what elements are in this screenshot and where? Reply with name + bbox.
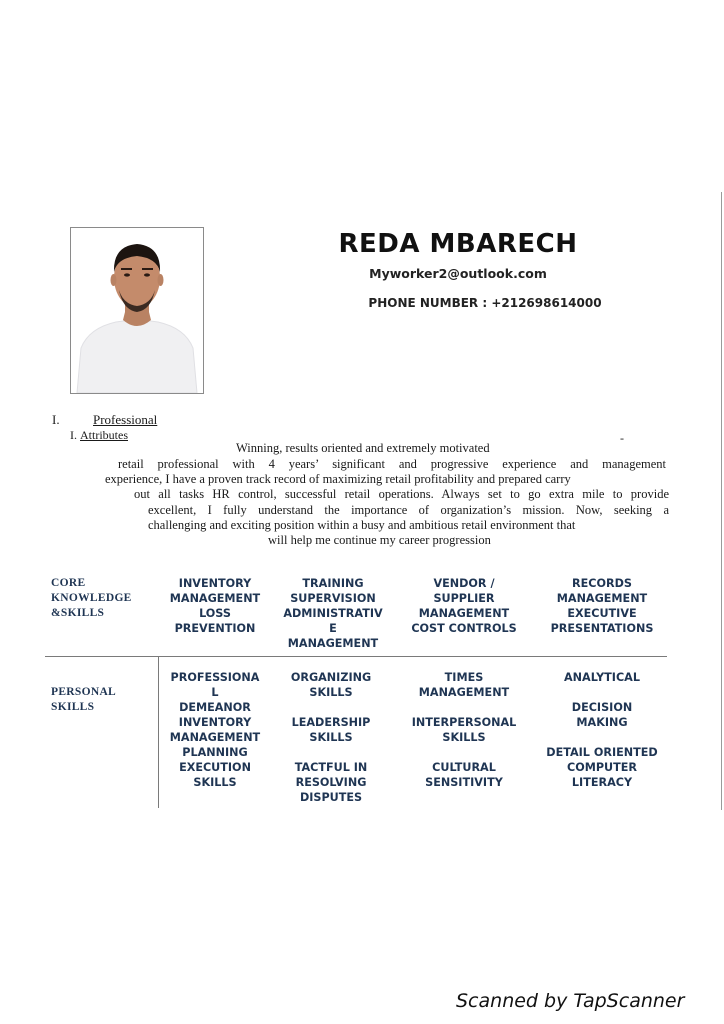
core-skill-column: RECORDS MANAGEMENT EXECUTIVE PRESENTATIONS <box>550 577 654 635</box>
summary-line: challenging and exciting position within a busy and ambitious retail environment that <box>148 518 576 532</box>
core-skill-column: INVENTORY MANAGEMENT LOSS PREVENTION <box>169 577 261 635</box>
table-divider-vertical <box>158 657 159 808</box>
candidate-email: Myworker2@outlook.com <box>369 266 547 281</box>
candidate-name: REDA MBARECH <box>338 229 578 259</box>
section-title: Professional <box>93 412 158 427</box>
core-skill-column: VENDOR / SUPPLIER MANAGEMENT COST CONTROLS <box>411 577 517 635</box>
candidate-phone: PHONE NUMBER : +212698614000 <box>368 296 602 310</box>
summary-line: will help me continue my career progression <box>268 533 491 547</box>
summary-line: retail professional with 4 years’ significant and progressive experience and management <box>118 457 666 471</box>
personal-skill-column: TIMES MANAGEMENT INTERPERSONAL SKILLS CULTURAL SENSITIVITY <box>411 671 517 789</box>
summary-line: excellent, I fully understand the importance of organization’s mission. Now, seeking a <box>148 503 669 517</box>
subsection-number: I. <box>70 428 77 442</box>
profile-photo <box>70 227 204 394</box>
subsection-title: Attributes <box>80 428 128 442</box>
summary-line: Winning, results oriented and extremely motivated <box>236 441 490 455</box>
stray-dash: - <box>620 431 624 445</box>
personal-skill-column: PROFESSIONA L DEMEANOR INVENTORY MANAGEMENT PLANNING EXECUTION SKILLS <box>169 671 261 789</box>
core-skills-label: CORE KNOWLEDGE &SKILLS <box>51 577 132 619</box>
table-divider-horizontal <box>45 656 667 657</box>
scanner-watermark: Scanned by TapScanner <box>456 990 685 1012</box>
summary-line: out all tasks HR control, successful retail operations. Always set to go extra mile to provide <box>134 487 669 501</box>
personal-skill-column: ORGANIZING SKILLS LEADERSHIP SKILLS TACTFUL IN RESOLVING DISPUTES <box>290 671 372 804</box>
personal-skills-label: PERSONAL SKILLS <box>51 686 117 713</box>
personal-skill-column: ANALYTICAL DECISION MAKING DETAIL ORIENTED COMPUTER LITERACY <box>546 671 658 789</box>
page-edge-line <box>721 192 722 810</box>
summary-line: experience, I have a proven track record of maximizing retail profitability and prepared carry <box>105 472 571 486</box>
core-skill-column: TRAINING SUPERVISION ADMINISTRATIV E MANAGEMENT <box>283 577 383 650</box>
section-number: I. <box>52 412 60 427</box>
